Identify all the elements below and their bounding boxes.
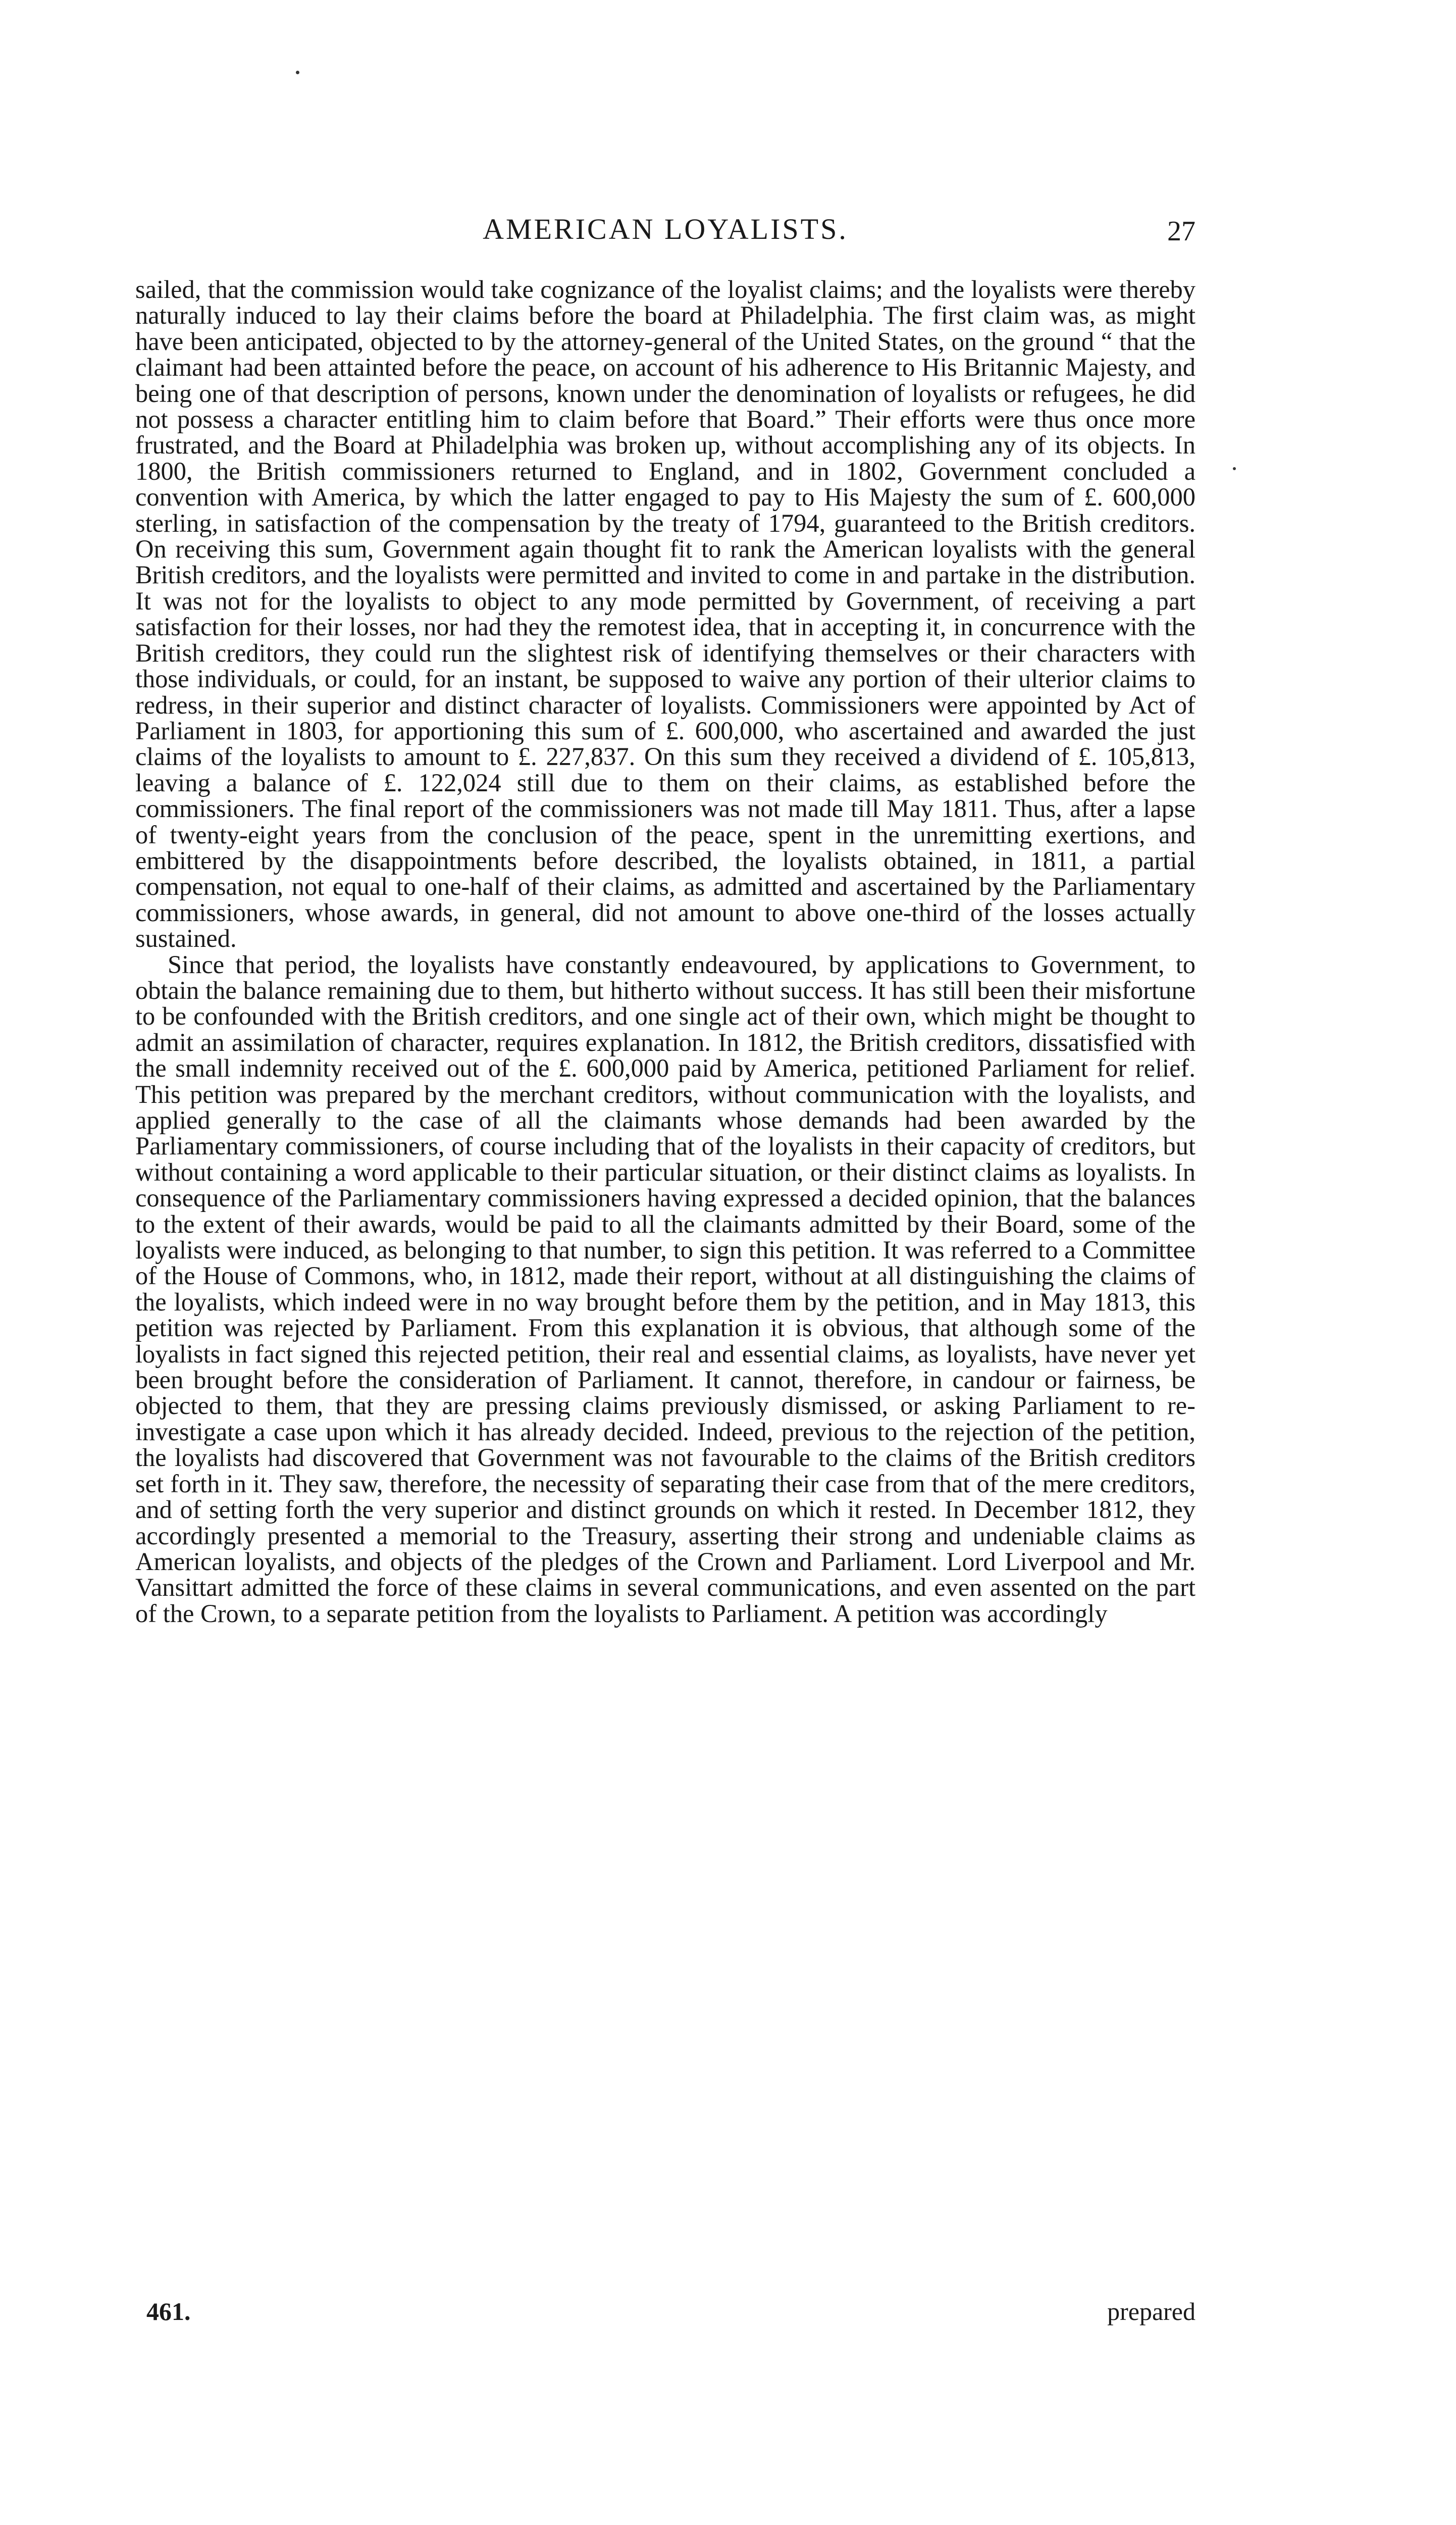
page-header bbox=[135, 212, 1195, 258]
running-title: AMERICAN LOYALISTS. bbox=[483, 213, 848, 245]
paragraph: Since that period, the loyalists have constantly endeavoured, by applications to Government, to obtain the balance remaining due to them, but hitherto without success. It has still been their misfortune to be confounded with the British creditors, and one single act of their own, which might be thought to admit an assimilation of character, requires explanation. In 1812, the British creditors, dissatisfied with the small indemnity received out of the £. 600,000 paid by America, petitioned Parliament for relief. This petition was prepared by the merchant creditors, without communication with the loyalists, and applied generally to the case of all the claimants whose demands had been awarded by the Parliamentary commissioners, of course including that of the loyalists in their capacity of creditors, but without containing a word applicable to their particular situation, or their distinct claims as loyalists. In consequence of the Parliamentary commissioners having expressed a decided opinion, that the balances to the extent of their awards, would be paid to all the claimants admitted by their Board, some of the loyalists were induced, as belonging to that number, to sign this petition. It was referred to a Committee of the House of Commons, who, in 1812, made their report, without at all distinguishing the claims of the loyalists, which indeed were in no way brought before them by the petition, and in May 1813, this petition was rejected by Parliament. From this explanation it is obvious, that although some of the loyalists in fact signed this rejected petition, their real and essential claims, as loyalists, have never yet been brought before the consideration of Parliament. It cannot, therefore, in candour or fairness, be objected to them, that they are pressing claims previously dismissed, or asking Parliament to re-investigate a case upon which it has already decided. Indeed, previous to the rejection of the petition, the loyalists had discovered that Government was not favourable to the claims of the British creditors set forth in it. They saw, therefore, the necessity of separating their case from that of the mere creditors, and of setting forth the very superior and distinct grounds on which it rested. In December 1812, they accordingly presented a memorial to the Treasury, asserting their strong and undeniable claims as American loyalists, and objects of the pledges of the Crown and Parliament. Lord Liverpool and Mr. Vansittart admitted the force of these claims in several communications, and even assented on the part of the Crown, to a separate petition from the loyalists to Parliament. A petition was accordingly bbox=[135, 950, 1195, 1628]
signature-mark: 461. bbox=[146, 2297, 191, 2326]
body-text bbox=[135, 277, 1195, 1627]
page-footer bbox=[135, 2297, 1195, 2332]
catchword: prepared bbox=[1107, 2297, 1195, 2326]
speck-mark bbox=[296, 71, 299, 74]
paragraph: sailed, that the commission would take cognizance of the loyalist claims; and the loyalists were thereby naturally induced to lay their claims before the board at Philadelphia. The first claim was, as might have been anticipated, objected to by the attorney-general of the United States, on the ground “ that the claimant had been attainted before the peace, on account of his adherence to His Britannic Majesty, and being one of that description of persons, known under the denomination of loyalists or refugees, he did not possess a character entitling him to claim before that Board.” Their efforts were thus once more frustrated, and the Board at Philadelphia was broken up, without accomplishing any of its objects. In 1800, the British commissioners returned to England, and in 1802, Government concluded a convention with America, by which the latter engaged to pay to His Majesty the sum of £. 600,000 sterling, in satisfaction of the compensation by the treaty of 1794, guaranteed to the British creditors. On receiving this sum, Government again thought fit to rank the American loyalists with the general British creditors, and the loyalists were permitted and invited to come in and partake in the distribution. It was not for the loyalists to object to any mode permitted by Government, of receiving a part satisfaction for their losses, nor had they the remotest idea, that in accepting it, in concurrence with the British creditors, they could run the slightest risk of identifying themselves or their characters with those individuals, or could, for an instant, be supposed to waive any portion of their ulterior claims to redress, in their superior and distinct character of loyalists. Commissioners were appointed by Act of Parliament in 1803, for apportioning this sum of £. 600,000, who ascertained and awarded the just claims of the loyalists to amount to £. 227,837. On this sum they received a dividend of £. 105,813, leaving a balance of £. 122,024 still due to them on their claims, as established before the commissioners. The final report of the commissioners was not made till May 1811. Thus, after a lapse of twenty-eight years from the conclusion of the peace, spent in the unremitting exertions, and embittered by the disappointments before described, the loyalists obtained, in 1811, a partial compensation, not equal to one-half of their claims, as admitted and ascertained by the Parliamentary commissioners, whose awards, in general, did not amount to above one-third of the losses actually sustained. bbox=[135, 275, 1195, 953]
speck-mark bbox=[1233, 467, 1236, 470]
page-number: 27 bbox=[1167, 216, 1195, 247]
